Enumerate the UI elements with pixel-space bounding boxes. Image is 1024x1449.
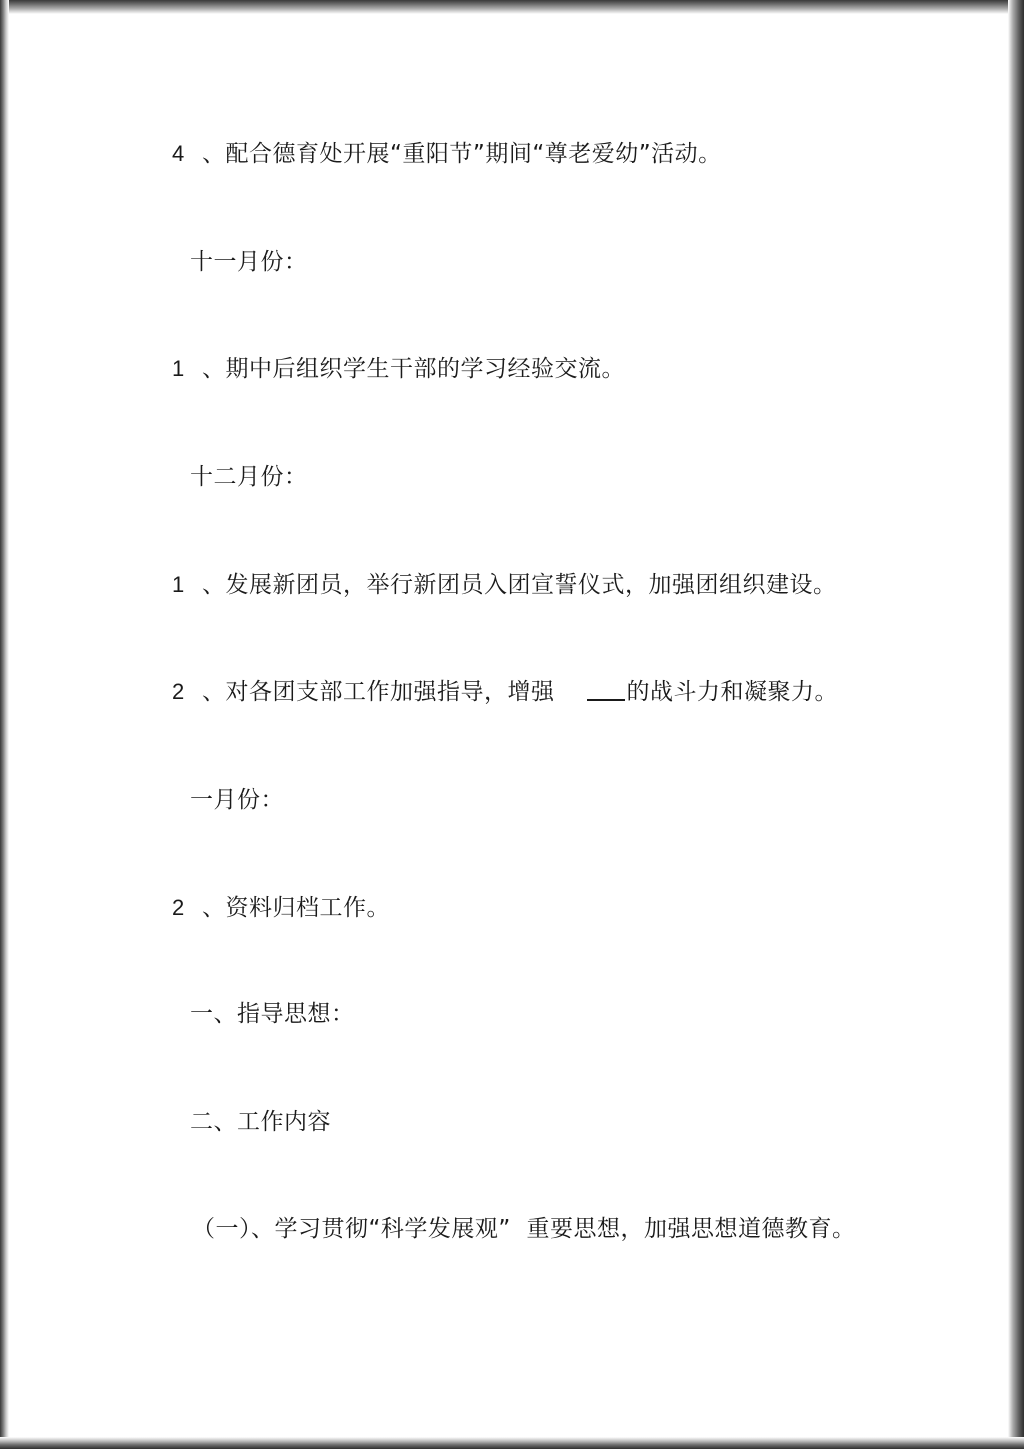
heading-text: 十二月份：	[190, 464, 308, 490]
month-heading	[190, 785, 284, 815]
item-number: 1	[172, 572, 185, 597]
heading-text: 一、指导思想：	[190, 1001, 355, 1027]
item-line	[172, 570, 837, 600]
item-text: 、资料归档工作。	[202, 895, 390, 921]
month-heading	[190, 247, 308, 277]
fill-in-blank	[587, 679, 625, 701]
section-heading	[190, 1107, 331, 1137]
item-line	[172, 677, 838, 707]
item-number: 2	[172, 895, 185, 920]
item-text: 、对各团支部工作加强指导，增强	[202, 679, 555, 705]
item-line	[172, 893, 390, 923]
item-number: 1	[172, 356, 185, 381]
subsection-text: （一）、学习贯彻“科学发展观” 重要思想，加强思想道德教育。	[192, 1216, 856, 1242]
page-edge-left	[0, 0, 9, 1449]
item-text: 、期中后组织学生干部的学习经验交流。	[202, 356, 625, 382]
page-edge-bottom	[0, 1437, 1024, 1449]
item-text: 、配合德育处开展“重阳节”期间“尊老爱幼”活动。	[202, 141, 722, 167]
heading-text: 十一月份：	[190, 249, 308, 275]
item-text: 、发展新团员，举行新团员入团宣誓仪式，加强团组织建设。	[202, 572, 837, 598]
item-line	[172, 354, 625, 384]
subsection-line	[192, 1214, 855, 1244]
heading-text: 一月份：	[190, 787, 284, 813]
page-edge-top	[0, 0, 1024, 14]
item-text: 的战斗力和凝聚力。	[626, 679, 838, 705]
heading-text: 二、工作内容	[190, 1109, 331, 1135]
month-heading	[190, 462, 308, 492]
item-number: 2	[172, 679, 185, 704]
section-heading	[190, 999, 355, 1029]
item-line	[172, 139, 722, 169]
page-edge-right	[1008, 0, 1024, 1449]
item-number: 4	[172, 141, 185, 166]
